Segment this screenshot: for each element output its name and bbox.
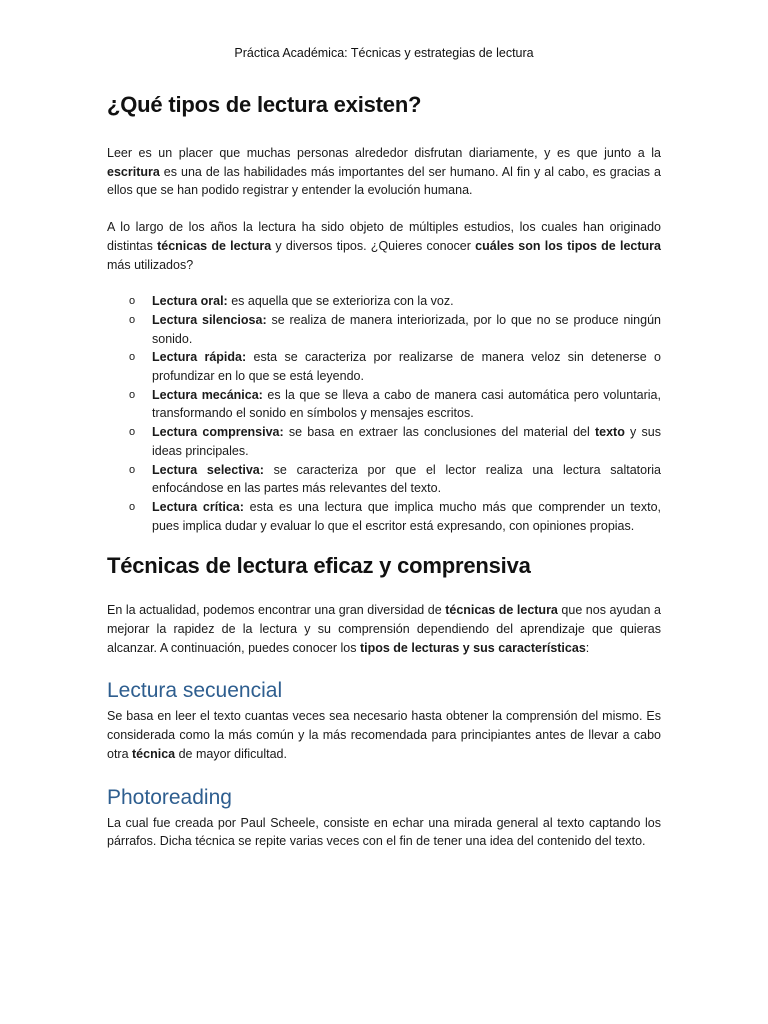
text-run: Leer es un placer que muchas personas alrededor disfrutan diariamente, y es que junto a la [107, 146, 661, 160]
bold-text: tipos de lecturas y sus características [359, 640, 586, 655]
section-title-tecnicas: Técnicas de lectura eficaz y comprensiva [107, 553, 531, 579]
list-item [107, 348, 661, 385]
bold-text: Lectura crítica: [152, 499, 244, 514]
text-run: es aquella que se exterioriza con la voz. [227, 294, 454, 309]
text-run: y diversos tipos. ¿Quieres conocer [271, 238, 476, 253]
subheading-photoreading: Photoreading [107, 785, 232, 809]
bold-text: Lectura selectiva: [152, 462, 264, 477]
list-item [107, 292, 661, 311]
bold-text: Lectura mecánica: [152, 387, 263, 402]
bold-text: Lectura oral: [152, 294, 228, 309]
bold-text: texto [594, 425, 625, 440]
circle-bullet-icon: o [129, 313, 136, 326]
text-run: Se basa en leer el texto cuantas veces sea necesario hasta obtener la comprensión del mismo. Es considerada como la más común y la más recomendada para principiantes antes de llevar a cabo otra [107, 709, 661, 761]
text-run: y sus ideas principales. [152, 425, 661, 458]
circle-bullet-icon: o [129, 426, 136, 439]
bold-text: Lectura comprensiva: [152, 425, 284, 440]
bold-text: técnicas de lectura [157, 238, 272, 253]
list-item [107, 386, 661, 423]
bold-text: Lectura rápida: [152, 350, 247, 365]
text-run: es la que se lleva a cabo de manera casi automática pero voluntaria, transformando el sonido en símbolos y mensajes escritos. [152, 387, 661, 421]
circle-bullet-icon: o [129, 351, 136, 364]
section-title-tipos: ¿Qué tipos de lectura existen? [107, 92, 422, 117]
paragraph-photoreading [107, 814, 661, 851]
list-item [107, 423, 661, 460]
circle-bullet-icon: o [129, 295, 136, 308]
bold-text: escritura [107, 164, 160, 179]
text-run: A lo largo de los años la lectura ha sido objeto de múltiples estudios, los cuales han originado distintas [107, 220, 661, 253]
circle-bullet-icon: o [129, 388, 136, 401]
paragraph-estudios [107, 218, 661, 274]
bold-text: técnicas de lectura [445, 603, 558, 618]
paragraph-intro [107, 144, 661, 200]
subheading-lectura-secuencial: Lectura secuencial [107, 679, 283, 703]
text-run: que nos ayudan a mejorar la rapidez de la lectura y su comprensión dependiendo del aprendizaje que quieras alcanzar. A continuación, puedes conocer los [107, 603, 661, 655]
circle-bullet-icon: o [129, 463, 136, 476]
text-run: de mayor dificultad. [175, 746, 287, 761]
bold-text: técnica [132, 746, 176, 761]
text-run: esta se caracteriza por realizarse de manera veloz sin detenerse o profundizar en lo que se está leyendo. [152, 350, 661, 384]
bold-text: cuáles son los tipos de lectura [475, 238, 661, 253]
circle-bullet-icon: o [129, 500, 136, 513]
text-run: es una de las habilidades más importantes del ser humano. Al fin y al cabo, es gracias a ellos que se han podido registrar y entender la evolución humana. [107, 164, 661, 198]
list-item [107, 498, 661, 535]
document-body [107, 92, 661, 851]
paragraph-secuencial [107, 707, 661, 763]
list-item [107, 461, 661, 498]
text-run: se basa en extraer las conclusiones del material del [283, 425, 595, 440]
bold-text: Lectura silenciosa: [152, 312, 267, 327]
text-run: más utilizados? [107, 257, 194, 272]
text-run: La cual fue creada por Paul Scheele, consiste en echar una mirada general al texto captando los párrafos. Dicha técnica se repite varias veces con el fin de tener una idea del contenido del texto. [107, 815, 661, 849]
list-item [107, 311, 661, 348]
text-run: : [585, 640, 590, 655]
running-header: Práctica Académica: Técnicas y estrategias de lectura [234, 46, 534, 60]
text-run: esta es una lectura que implica mucho más que comprender un texto, pues implica dudar y evaluar lo que el escritor está expresando, con opiniones propias. [152, 499, 662, 533]
text-run: En la actualidad, podemos encontrar una gran diversidad de [107, 603, 446, 618]
text-run: se realiza de manera interiorizada, por lo que no se produce ningún sonido. [152, 312, 661, 346]
text-run: se caracteriza por que el lector realiza una lectura saltatoria enfocándose en las partes más relevantes del texto. [152, 462, 662, 496]
reading-types-list [107, 292, 661, 535]
paragraph-tecnicas [107, 601, 661, 657]
